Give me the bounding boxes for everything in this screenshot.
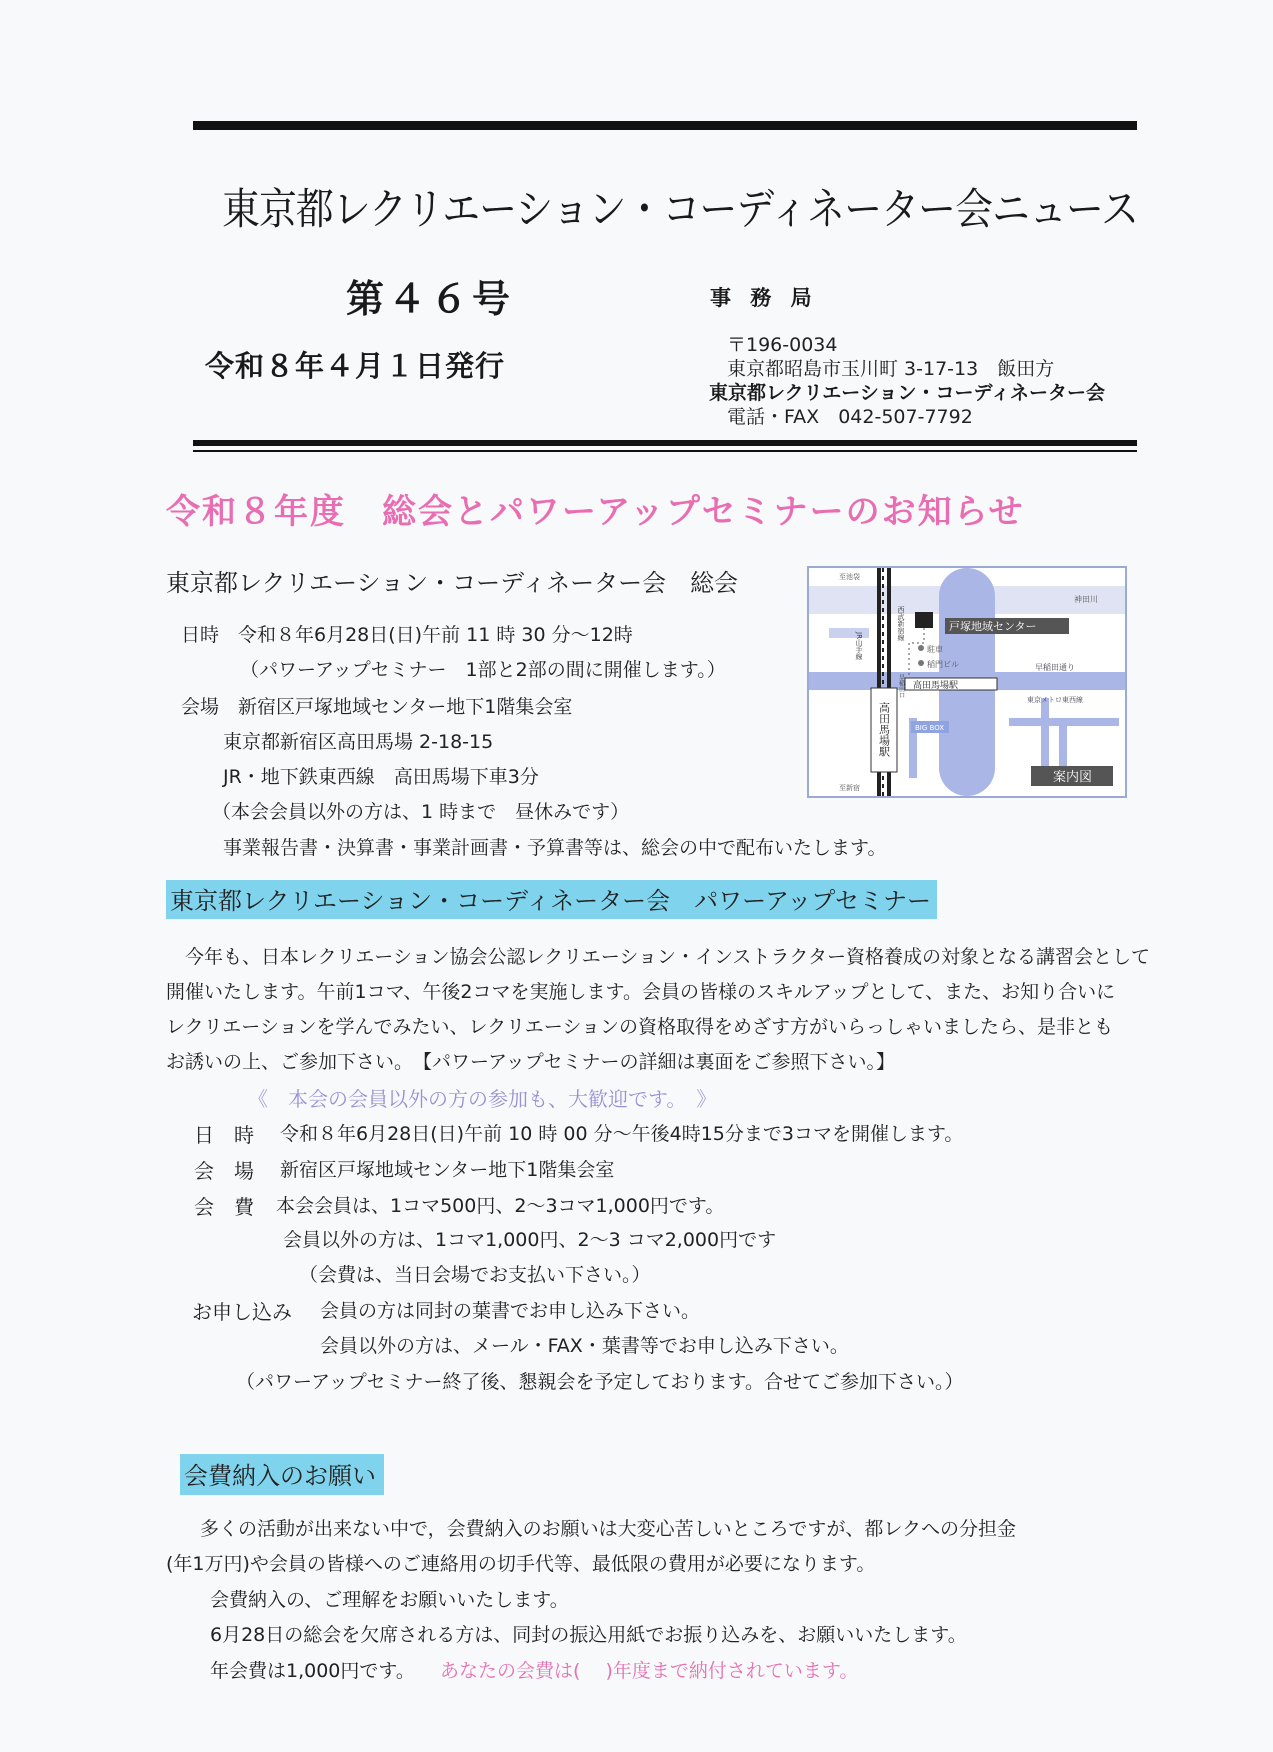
- seminar-fee-note: （会費は、当日会場でお支払い下さい。）: [299, 1264, 651, 1286]
- seminar-date-label: 日 時: [194, 1123, 254, 1147]
- side-road-2: [1041, 698, 1049, 768]
- issue-date: 令和８年４月１日発行: [205, 349, 506, 383]
- station-bar-label: 高田馬場駅: [913, 681, 959, 691]
- seminar-venue-label: 会 場: [194, 1159, 254, 1183]
- fee-request-line-4: 6月28日の総会を欠席される方は、同封の振込用紙でお振り込みを、お願いいたします。: [210, 1624, 967, 1646]
- building-dot-1: [918, 645, 924, 651]
- map-label-seibu: 西武新宿線: [897, 606, 905, 641]
- seminar-heading: 東京都レクリエーション・コーディネーター会 パワーアップセミナー: [166, 880, 937, 919]
- newsletter-title: 東京都レクリエーション・コーディネーター会ニュース: [222, 185, 1139, 235]
- paid-until-notice: あなたの会費は( )年度まで納付されています。: [440, 1660, 859, 1682]
- issue-number: 第４６号: [346, 277, 515, 321]
- seminar-intro-3: レクリエーションを学んでみたい、レクリエーションの資格取得をめざす方がいらっしゃいましたら、是非とも: [166, 1016, 1113, 1038]
- seminar-party-note: （パワーアップセミナー終了後、懇親会を予定しております。合せてご参加下さい。）: [236, 1371, 964, 1393]
- building-label-2: 稲門ビル: [927, 660, 959, 669]
- station-vertical-label: 高田馬場駅: [877, 702, 891, 757]
- map-label-avenue: 早稲田通り: [1035, 663, 1075, 672]
- center-building-marker: [915, 612, 933, 628]
- seminar-fee-label: 会 費: [194, 1195, 254, 1219]
- building-dot-2: [918, 660, 924, 666]
- map-label-bottom: 至新宿: [839, 784, 860, 792]
- meeting-venue-address: 東京都新宿区高田馬場 2-18-15: [223, 731, 494, 753]
- seminar-welcome: 《 本会の会員以外の方の参加も、大歓迎です。 》: [248, 1087, 717, 1111]
- seminar-venue-value: 新宿区戸塚地域センター地下1階集会室: [280, 1159, 615, 1181]
- seminar-intro-1: 今年も、日本レクリエーション協会公認レクリエーション・インストラクター資格養成の対象となる講習会として: [185, 946, 1151, 968]
- map-label-river: 神田川: [1074, 595, 1098, 604]
- meeting-access: JR・地下鉄東西線 高田馬場下車3分: [223, 766, 539, 788]
- seminar-fee-nonmember: 会員以外の方は、1コマ1,000円、2～3 コマ2,000円です: [283, 1229, 777, 1251]
- seminar-apply-nonmember: 会員以外の方は、メール・FAX・葉書等でお申し込み下さい。: [320, 1335, 849, 1357]
- map-label-top: 至池袋: [839, 573, 860, 581]
- general-meeting-heading: 東京都レクリエーション・コーディネーター会 総会: [166, 569, 739, 597]
- office-label: 事 務 局: [710, 286, 818, 310]
- seminar-fee-member: 本会会員は、1コマ500円、2～3コマ1,000円です。: [276, 1195, 725, 1217]
- map-caption: 案内図: [1053, 770, 1093, 785]
- office-org-name: 東京都レクリエーション・コーディネーター会: [709, 382, 1105, 404]
- access-map: [807, 566, 1127, 798]
- header-bottom-thin-rule: [193, 450, 1137, 452]
- fee-request-line-3: 会費納入の、ご理解をお願いいたします。: [210, 1589, 569, 1611]
- office-postal: 〒196-0034: [727, 334, 838, 356]
- header-bottom-rule: [193, 440, 1137, 446]
- annual-fee: 年会費は1,000円です。: [210, 1660, 415, 1682]
- fee-request-heading: 会費納入のお願い: [180, 1454, 384, 1495]
- announcement-headline: 令和８年度 総会とパワーアップセミナーのお知らせ: [166, 492, 1025, 532]
- fee-request-line-2: (年1万円)や会員の皆様へのご連絡用の切手代等、最低限の費用が必要になります。: [166, 1553, 876, 1575]
- map-graphic: [809, 568, 1125, 796]
- meeting-nonmember-note: （本会会員以外の方は、1 時まで 昼休みです）: [212, 801, 630, 823]
- seminar-intro-4: お誘いの上、ご参加下さい。 【パワーアップセミナーの詳細は裏面をご参照下さい。】: [166, 1051, 896, 1073]
- seminar-intro-2: 開催いたします。午前1コマ、午後2コマを実施します。会員の皆様のスキルアップとして、また、お知り合いに: [166, 981, 1116, 1003]
- office-phone: 電話・FAX 042-507-7792: [727, 406, 973, 428]
- map-label-bigbox: BIG BOX: [915, 724, 945, 732]
- building-label-1: 駐車: [927, 645, 943, 654]
- fee-request-line-1: 多くの活動が出来ない中で，会費納入のお願いは大変心苦しいところですが、都レクへの分担金: [200, 1518, 1017, 1540]
- top-rule: [193, 121, 1137, 130]
- seminar-date-value: 令和８年6月28日(日)午前 10 時 00 分～午後4時15分まで3コマを開催します。: [280, 1123, 964, 1145]
- meeting-date-note: （パワーアップセミナー 1部と2部の間に開催します。）: [240, 659, 726, 681]
- seminar-apply-label: お申し込み: [192, 1300, 292, 1324]
- map-label-jr: JR山手線: [855, 632, 863, 660]
- meeting-date: 日時 令和８年6月28日(日)午前 11 時 30 分～12時: [181, 624, 633, 646]
- side-road-5: [829, 628, 869, 638]
- map-label-exit: 早稲田口: [897, 674, 905, 698]
- side-road-3: [1059, 718, 1067, 768]
- center-label: 戸塚地域センター: [949, 620, 1037, 633]
- meeting-venue: 会場 新宿区戸塚地域センター地下1階集会室: [181, 696, 573, 718]
- seminar-apply-member: 会員の方は同封の葉書でお申し込み下さい。: [320, 1300, 701, 1322]
- office-address: 東京都昭島市玉川町 3-17-13 飯田方: [727, 358, 1055, 380]
- meeting-documents-note: 事業報告書・決算書・事業計画書・予算書等は、総会の中で配布いたします。: [223, 837, 887, 859]
- map-label-metro: 東京メトロ東西線: [1027, 696, 1083, 704]
